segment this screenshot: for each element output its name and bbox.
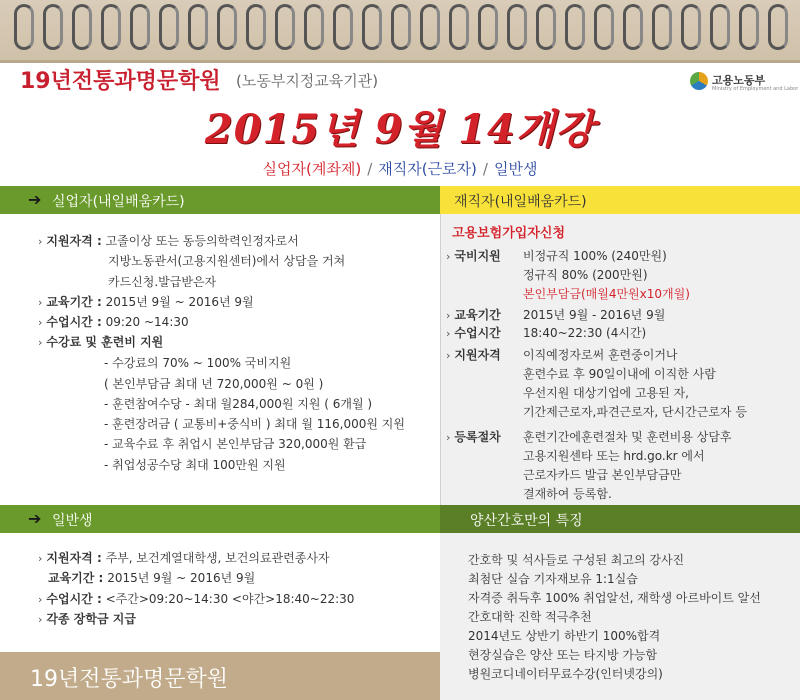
ministry-logo-icon (690, 72, 708, 90)
spiral-ring (652, 4, 672, 50)
section-title-general: 일반생 (52, 513, 93, 529)
fee-line: ( 본인부담금 최대 년 720,000원 ~ 0원 ) (104, 377, 324, 391)
general-period-value: 2015년 9월 ~ 2016년 9월 (107, 571, 256, 585)
employed-hours-row (446, 324, 501, 341)
header-divider (0, 60, 800, 63)
period-row (38, 293, 254, 310)
spiral-ring (478, 4, 498, 50)
feature-item: 간호학 및 석사들로 구성된 최고의 강사진 (468, 553, 685, 567)
spiral-ring (507, 4, 527, 50)
fee-line: - 교육수료 후 취업시 본인부담금 320,000원 환급 (104, 437, 367, 451)
spiral-ring (710, 4, 730, 50)
spiral-binding (0, 0, 800, 62)
general-qual-row (38, 549, 330, 566)
chevron-right-icon: › (38, 593, 43, 606)
scholarship-text: 각종 장학금 지급 (46, 612, 136, 626)
section-bar-general (0, 505, 440, 533)
hours-label: 수업시간 : (46, 315, 102, 329)
arrow-icon: ➔ (28, 190, 42, 209)
spiral-ring (43, 4, 63, 50)
general-qual-value: 주부, 보건계열대학생, 보건의료관련종사자 (105, 551, 330, 565)
category-list (0, 158, 800, 179)
spiral-ring (72, 4, 92, 50)
feature-item: 자격증 취득후 100% 취업알선, 재학생 아르바이트 알선 (468, 591, 761, 605)
period-label: 교육기간 : (46, 295, 102, 309)
employed-qual-row (446, 346, 501, 363)
spiral-ring (449, 4, 469, 50)
separator: / (367, 160, 373, 178)
section-title-features: 양산간호만의 특징 (470, 513, 583, 529)
qualification-line: 고졸이상 또는 동등의학력인정자로서 (105, 234, 299, 248)
qualification-row (38, 232, 299, 249)
ministry-logo (690, 70, 799, 94)
registration-row (446, 428, 501, 445)
chevron-right-icon: › (38, 316, 43, 329)
employed-qual-label: 지원자격 (454, 348, 501, 362)
chevron-right-icon: › (38, 552, 43, 565)
chevron-right-icon: › (446, 327, 451, 340)
category-employed: 재직자(근로자) (378, 160, 477, 178)
general-hours-value: <주간>09:20~14:30 <야간>18:40~22:30 (105, 592, 355, 606)
spiral-ring (275, 4, 295, 50)
headline: 2015년 9월 14개강 (204, 106, 596, 153)
spiral-ring (333, 4, 353, 50)
spiral-ring (362, 4, 382, 50)
section-title-employed: 재직자(내일배움카드) (454, 194, 587, 210)
spiral-ring (130, 4, 150, 50)
spiral-ring (159, 4, 179, 50)
fee-line: - 취업성공수당 최대 100만원 지원 (104, 458, 286, 472)
employed-qual-line: 우선지원 대상기업에 고용된 자, (523, 386, 689, 400)
general-period-row (48, 569, 255, 586)
section-title-unemployed: 실업자(내일배움카드) (52, 194, 185, 210)
separator: / (482, 160, 488, 178)
general-period-label: 교육기간 : (48, 571, 104, 585)
general-hours-label: 수업시간 : (46, 592, 102, 606)
chevron-right-icon: › (38, 296, 43, 309)
category-general: 일반생 (493, 160, 538, 178)
spiral-ring (536, 4, 556, 50)
chevron-right-icon: › (446, 431, 451, 444)
category-unemployed: 실업자(계좌제) (262, 160, 362, 178)
insurance-heading: 고용보험가입자신청 (452, 226, 566, 241)
support-line: 비정규직 100% (240만원) (523, 249, 667, 263)
ministry-logo-text: 고용노동부 (712, 74, 766, 87)
spiral-ring (565, 4, 585, 50)
fee-line: - 훈련참여수당 - 최대 월284,000원 지원 ( 6개월 ) (104, 397, 373, 411)
support-label: 국비지원 (454, 249, 501, 263)
employed-period-label: 교육기간 (454, 308, 501, 322)
registration-line: 결재하여 등록함. (523, 487, 612, 501)
support-note: 본인부담금(매월4만원x10개월) (523, 287, 690, 301)
spiral-ring (594, 4, 614, 50)
spiral-ring (304, 4, 324, 50)
employed-hours-value: 18:40~22:30 (4시간) (523, 326, 647, 340)
hours-value: 09:20 ~14:30 (105, 315, 189, 329)
registration-line: 훈련기간에훈련절차 및 훈련비용 상담후 (523, 430, 732, 444)
arrow-icon: ➔ (28, 509, 42, 528)
spiral-ring (768, 4, 788, 50)
general-hours-row (38, 590, 354, 607)
period-value: 2015년 9월 ~ 2016년 9월 (105, 295, 254, 309)
spiral-ring (246, 4, 266, 50)
employed-qual-line: 이직예정자로써 훈련중이거나 (523, 348, 678, 362)
qualification-line: 카드신청.발급받은자 (108, 275, 217, 289)
footer-academy-name: 19년전통과명문학원 (30, 667, 229, 692)
fee-line: - 훈련장려금 ( 교통비+중식비 ) 최대 월 116,000원 지원 (104, 417, 405, 431)
chevron-right-icon: › (38, 235, 43, 248)
hours-row (38, 313, 189, 330)
academy-subtitle: (노동부지정교육기관) (236, 72, 379, 90)
spiral-ring (420, 4, 440, 50)
section-bar-employed (440, 186, 800, 214)
support-line: 정규직 80% (200만원) (523, 268, 648, 282)
fee-line: - 수강료의 70% ~ 100% 국비지원 (104, 356, 292, 370)
feature-item: 병원코디네이터무료수강(인터넷강의) (468, 667, 663, 681)
spiral-ring (623, 4, 643, 50)
registration-line: 고용지원센타 또는 hrd.go.kr 에서 (523, 449, 705, 463)
chevron-right-icon: › (446, 309, 451, 322)
chevron-right-icon: › (446, 349, 451, 362)
employed-period-row (446, 306, 501, 323)
footer-banner (0, 652, 440, 700)
registration-label: 등록절차 (454, 430, 501, 444)
fee-label: 수강료 및 훈련비 지원 (46, 335, 164, 349)
academy-name: 19년전통과명문학원 (20, 69, 221, 94)
feature-item: 간호대학 진학 적극추천 (468, 610, 592, 624)
section-bar-unemployed (0, 186, 440, 214)
spiral-ring (681, 4, 701, 50)
spiral-ring (188, 4, 208, 50)
spiral-ring (739, 4, 759, 50)
feature-item: 2014년도 상반기 하반기 100%합격 (468, 629, 661, 643)
employed-qual-line: 훈련수료 후 90일이내에 이직한 사람 (523, 367, 716, 381)
spiral-ring (14, 4, 34, 50)
general-qual-label: 지원자격 : (46, 551, 102, 565)
feature-item: 현장실습은 양산 또는 타지방 가능함 (468, 648, 658, 662)
qualification-line: 지방노동관서(고용지원센터)에서 상담을 거쳐 (108, 254, 346, 268)
chevron-right-icon: › (38, 336, 43, 349)
spiral-ring (101, 4, 121, 50)
employed-hours-label: 수업시간 (454, 326, 501, 340)
employed-qual-line: 기간제근로자,파견근로자, 단시간근로자 등 (523, 405, 747, 419)
registration-line: 근로자카드 발급 본인부담금만 (523, 468, 682, 482)
scholarship-row (38, 610, 136, 627)
ministry-logo-eng: Ministry of Employment and Labor (712, 86, 799, 92)
qualification-label: 지원자격 : (46, 234, 102, 248)
fee-row (38, 333, 163, 350)
chevron-right-icon: › (38, 613, 43, 626)
feature-item: 최첨단 실습 기자재보유 1:1실습 (468, 572, 638, 586)
spiral-ring (217, 4, 237, 50)
employed-period-value: 2015년 9월 - 2016년 9월 (523, 308, 666, 322)
spiral-ring (391, 4, 411, 50)
chevron-right-icon: › (446, 250, 451, 263)
column-divider (440, 214, 441, 505)
support-row (446, 247, 501, 264)
section-bar-features (440, 505, 800, 533)
